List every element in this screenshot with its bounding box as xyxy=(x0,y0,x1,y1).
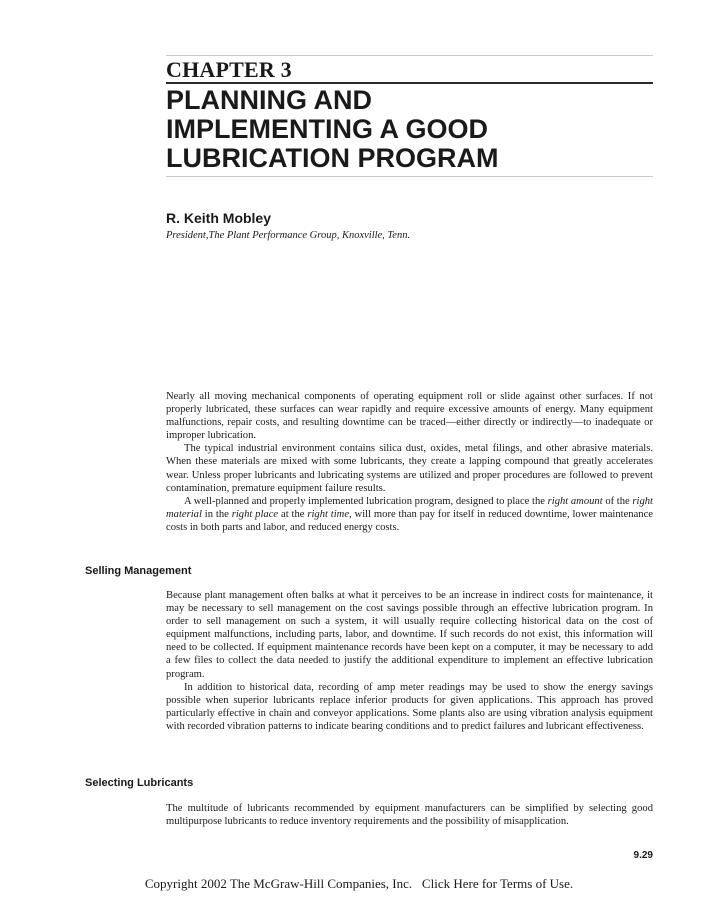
selling-paragraph-1: Because plant management often balks at what it perceives to be an increase in indirect costs for maintenance, it may be necessary to sell management on the cost savings possible through an effective lubrication program. In order to sell management on such a system, it will usually require collecting historical data on the cost of equipment malfunctions, including parts, labor, and downtime. If such records do not exist, this information will need to be collected. If equipment maintenance records have been kept on a computer, it may be necessary to add a few files to collect the data needed to justify the additional expenditure to implement an effective lubrication program. xyxy=(166,590,653,680)
intro-paragraph-2: The typical industrial environment contains silica dust, oxides, metal filings, and other abrasive materials. When these materials are mixed with some lubricants, they create a lapping compound that greatly accelerates wear. Unless proper lubricants and lubricating systems are utilized and proper procedures are followed to prevent contamination, premature equipment failure results. xyxy=(166,443,653,494)
chapter-rule xyxy=(166,82,653,84)
intro-p3-text-a: A well-planned and properly implemented lubrication program, designed to place the xyxy=(184,495,548,507)
intro-paragraph-3 xyxy=(166,495,653,534)
chapter-title-line-1: PLANNING AND xyxy=(166,85,372,115)
selling-management-text xyxy=(166,589,653,733)
intro-text xyxy=(166,390,653,534)
section-heading-selling-management: Selling Management xyxy=(85,565,192,577)
intro-p3-text-c: in the xyxy=(201,508,232,520)
intro-p3-emphasis-4: right time, xyxy=(307,508,352,520)
selecting-lubricants-text xyxy=(166,802,653,828)
author-name: R. Keith Mobley xyxy=(166,210,272,226)
intro-p3-emphasis-2: right material xyxy=(166,495,653,520)
selling-paragraph-2: In addition to historical data, recording of amp meter readings may be used to show the energy savings possible when superior lubricants replace inferior products for given applications. This approach has proved particularly effective in chain and conveyor applications. Some plants also are using vibration analysis equipment with recorded vibration patterns to indicate bearing conditions and to predict failures and lubricant effectiveness. xyxy=(166,681,653,732)
chapter-title-line-2: IMPLEMENTING A GOOD xyxy=(166,114,488,144)
intro-paragraph-1: Nearly all moving mechanical components of operating equipment roll or slide against other surfaces. If not properly lubricated, these surfaces can wear rapidly and require excessive amounts of energy. Many equipment malfunctions, repair costs, and resulting downtime can be traced—either directly or indirectly—to inadequate or improper lubrication. xyxy=(166,391,653,442)
terms-of-use-link[interactable]: Click Here for Terms of Use. xyxy=(421,876,574,891)
chapter-label: CHAPTER 3 xyxy=(166,57,292,82)
title-rule xyxy=(166,176,653,177)
top-rule xyxy=(166,55,653,56)
intro-p3-text-e: will more than pay for itself in reduced downtime, lower maintenance costs in both parts and labor, and reduced energy costs. xyxy=(166,508,653,533)
footer xyxy=(0,876,718,892)
author-affiliation: President,The Plant Performance Group, Knoxville, Tenn. xyxy=(166,230,411,241)
intro-p3-emphasis-3: right place xyxy=(231,508,279,520)
intro-p3-text-b: of the xyxy=(602,495,633,507)
chapter-title xyxy=(166,86,653,173)
page-number: 9.29 xyxy=(633,850,653,861)
section-heading-selecting-lubricants: Selecting Lubricants xyxy=(85,777,194,789)
chapter-title-line-3: LUBRICATION PROGRAM xyxy=(166,143,499,173)
selecting-paragraph-1: The multitude of lubricants recommended by equipment manufacturers can be simplified by selecting good multipurpose lubricants to reduce inventory requirements and the possibility of misapplication. xyxy=(166,803,653,828)
copyright-notice: Copyright 2002 The McGraw-Hill Companies, Inc. xyxy=(144,876,413,891)
intro-p3-text-d: at the xyxy=(278,508,308,520)
intro-p3-emphasis-1: right amount xyxy=(547,495,603,507)
